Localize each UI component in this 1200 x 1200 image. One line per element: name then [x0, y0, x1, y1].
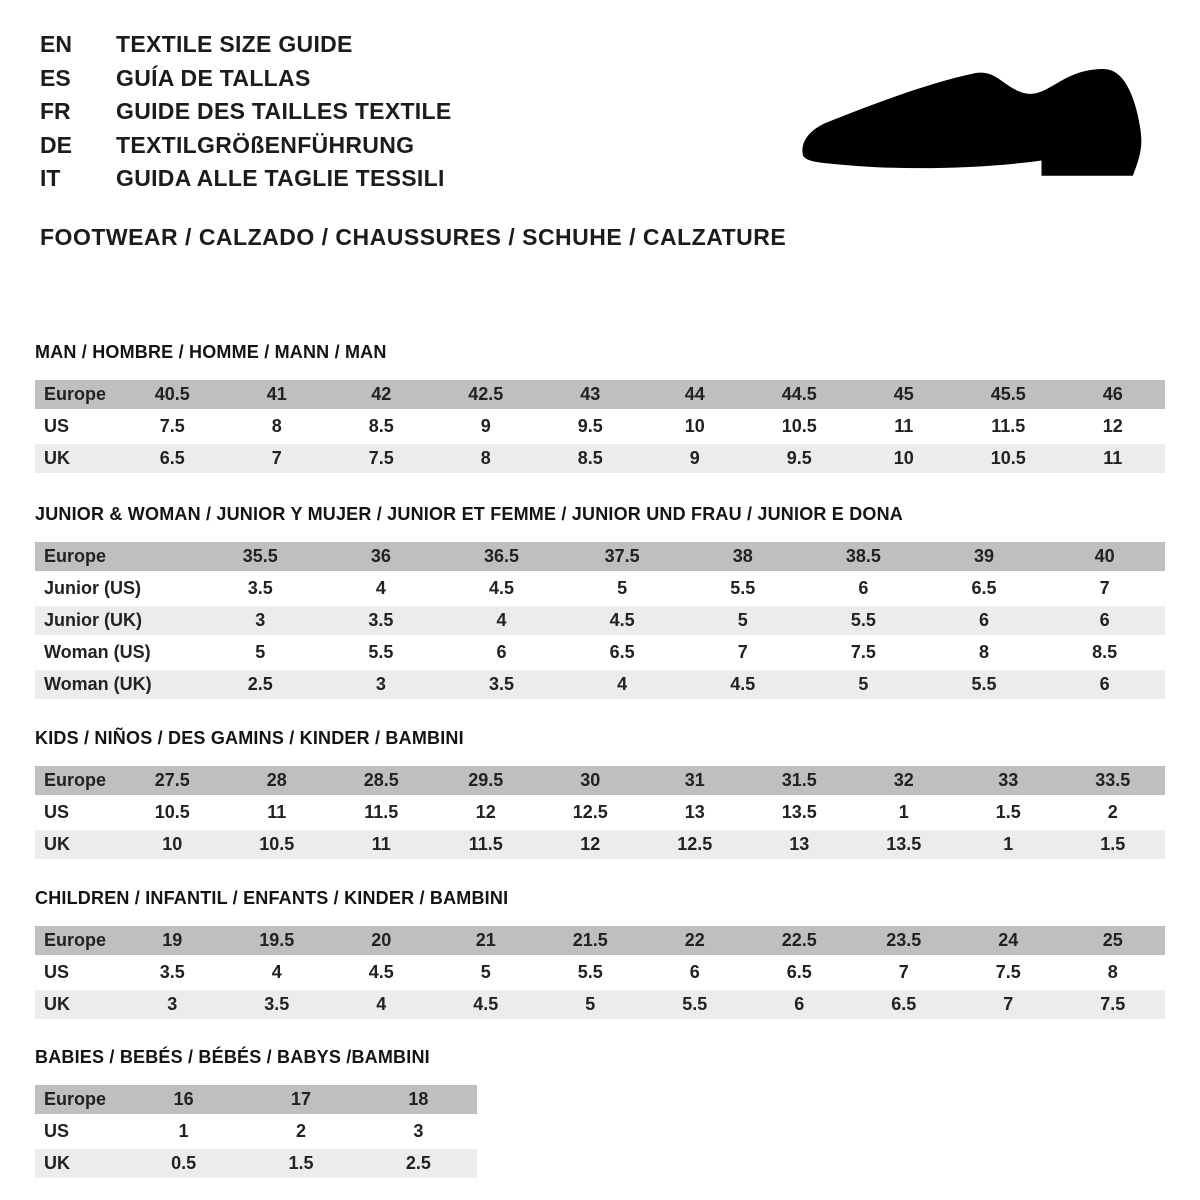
size-value: 6.5 [747, 958, 852, 987]
size-value: 18 [360, 1085, 477, 1114]
size-value: 7.5 [329, 444, 434, 473]
size-value: 3.5 [120, 958, 225, 987]
section-title-junior-woman: JUNIOR & WOMAN / JUNIOR Y MUJER / JUNIOR ET FEMME / JUNIOR UND FRAU / JUNIOR E DONA [35, 504, 904, 524]
size-value: 4 [329, 990, 434, 1019]
size-value: 37.5 [562, 542, 683, 571]
size-value: 13.5 [852, 830, 957, 859]
row-label: UK [35, 1149, 125, 1178]
size-value: 10.5 [225, 830, 330, 859]
size-value: 11 [1061, 444, 1166, 473]
size-value: 9 [434, 412, 539, 441]
size-value: 3 [321, 670, 442, 699]
size-value: 6 [924, 606, 1045, 635]
size-value: 29.5 [434, 766, 539, 795]
size-value: 1.5 [242, 1149, 359, 1178]
size-value: 6 [803, 574, 924, 603]
size-value: 22 [643, 926, 748, 955]
section-children [35, 887, 1165, 1022]
size-value: 4 [225, 958, 330, 987]
size-value: 1.5 [1061, 830, 1166, 859]
size-value: 7 [225, 444, 330, 473]
size-table-junior-woman [35, 539, 1165, 702]
size-value: 7 [852, 958, 957, 987]
size-value: 5 [683, 606, 804, 635]
size-value: 7.5 [956, 958, 1061, 987]
size-row-us [35, 1117, 477, 1146]
row-label: UK [35, 830, 120, 859]
size-value: 20 [329, 926, 434, 955]
language-code: IT [40, 165, 61, 192]
size-row-europe [35, 766, 1165, 795]
size-value: 6 [1044, 606, 1165, 635]
row-label: Junior (US) [35, 574, 200, 603]
size-value: 12 [538, 830, 643, 859]
size-value: 5 [200, 638, 321, 667]
size-value: 7 [956, 990, 1061, 1019]
size-value: 6.5 [562, 638, 683, 667]
language-title-block [40, 28, 452, 196]
size-value: 11.5 [956, 412, 1061, 441]
size-value: 5 [538, 990, 643, 1019]
row-label: Europe [35, 380, 120, 409]
language-row-it [40, 162, 452, 196]
size-value: 5 [803, 670, 924, 699]
size-value: 4.5 [329, 958, 434, 987]
size-value: 4.5 [562, 606, 683, 635]
row-label: Junior (UK) [35, 606, 200, 635]
section-title-babies: BABIES / BEBÉS / BÉBÉS / BABYS /BAMBINI [35, 1047, 430, 1067]
size-value: 19.5 [225, 926, 330, 955]
size-value: 5 [562, 574, 683, 603]
size-value: 36.5 [441, 542, 562, 571]
size-value: 1.5 [956, 798, 1061, 827]
size-row-uk [35, 830, 1165, 859]
section-kids [35, 727, 1165, 862]
size-value: 28.5 [329, 766, 434, 795]
size-value: 44.5 [747, 380, 852, 409]
size-value: 8 [434, 444, 539, 473]
row-label: Woman (US) [35, 638, 200, 667]
language-row-en [40, 28, 452, 62]
size-value: 6.5 [852, 990, 957, 1019]
size-value: 4.5 [441, 574, 562, 603]
size-value: 38.5 [803, 542, 924, 571]
size-value: 28 [225, 766, 330, 795]
size-value: 3.5 [225, 990, 330, 1019]
language-code: FR [40, 98, 71, 125]
size-value: 13 [747, 830, 852, 859]
size-value: 1 [125, 1117, 242, 1146]
size-value: 6.5 [120, 444, 225, 473]
language-title: TEXTILGRÖßENFÜHRUNG [116, 131, 415, 158]
size-value: 40 [1044, 542, 1165, 571]
section-junior-woman [35, 503, 1165, 702]
size-value: 6 [643, 958, 748, 987]
language-title: GUIDA ALLE TAGLIE TESSILI [116, 165, 445, 192]
row-label: UK [35, 990, 120, 1019]
size-row-woman-us [35, 638, 1165, 667]
section-title-kids: KIDS / NIÑOS / DES GAMINS / KINDER / BAMBINI [35, 728, 464, 748]
size-value: 2 [242, 1117, 359, 1146]
size-value: 7 [1044, 574, 1165, 603]
size-value: 1 [852, 798, 957, 827]
size-value: 11 [852, 412, 957, 441]
size-value: 4.5 [434, 990, 539, 1019]
size-value: 12.5 [643, 830, 748, 859]
size-value: 13.5 [747, 798, 852, 827]
size-value: 25 [1061, 926, 1166, 955]
language-row-es [40, 62, 452, 96]
size-value: 21.5 [538, 926, 643, 955]
size-value: 12 [434, 798, 539, 827]
size-value: 45.5 [956, 380, 1061, 409]
size-value: 9.5 [747, 444, 852, 473]
size-value: 23.5 [852, 926, 957, 955]
size-value: 32 [852, 766, 957, 795]
size-value: 12.5 [538, 798, 643, 827]
size-value: 3 [360, 1117, 477, 1146]
language-title: TEXTILE SIZE GUIDE [116, 31, 353, 58]
size-value: 6 [1044, 670, 1165, 699]
size-value: 10 [120, 830, 225, 859]
row-label: Europe [35, 766, 120, 795]
size-value: 10.5 [120, 798, 225, 827]
size-row-europe [35, 380, 1165, 409]
size-value: 3 [200, 606, 321, 635]
size-value: 11 [329, 830, 434, 859]
size-value: 8 [1061, 958, 1166, 987]
size-value: 8.5 [538, 444, 643, 473]
language-code: ES [40, 64, 71, 91]
size-row-europe [35, 926, 1165, 955]
row-label: UK [35, 444, 120, 473]
size-value: 46 [1061, 380, 1166, 409]
size-value: 31 [643, 766, 748, 795]
size-value: 42 [329, 380, 434, 409]
language-title: GUÍA DE TALLAS [116, 64, 311, 91]
size-table-babies [35, 1082, 477, 1181]
size-value: 45 [852, 380, 957, 409]
size-value: 19 [120, 926, 225, 955]
dress-shoe-icon [800, 62, 1145, 184]
section-man [35, 341, 1165, 476]
size-value: 6 [747, 990, 852, 1019]
category-line: FOOTWEAR / CALZADO / CHAUSSURES / SCHUHE / CALZATURE [40, 224, 787, 250]
size-value: 22.5 [747, 926, 852, 955]
section-babies [35, 1046, 1165, 1181]
size-value: 36 [321, 542, 442, 571]
size-value: 0.5 [125, 1149, 242, 1178]
size-value: 10 [643, 412, 748, 441]
size-row-woman-uk [35, 670, 1165, 699]
size-value: 7.5 [803, 638, 924, 667]
size-value: 4.5 [683, 670, 804, 699]
size-value: 16 [125, 1085, 242, 1114]
size-value: 5.5 [803, 606, 924, 635]
size-value: 3.5 [200, 574, 321, 603]
row-label: US [35, 958, 120, 987]
size-value: 43 [538, 380, 643, 409]
size-value: 8.5 [329, 412, 434, 441]
size-value: 11.5 [434, 830, 539, 859]
size-value: 44 [643, 380, 748, 409]
size-value: 5.5 [538, 958, 643, 987]
size-value: 4 [562, 670, 683, 699]
section-title-man: MAN / HOMBRE / HOMME / MANN / MAN [35, 342, 387, 362]
size-table-children [35, 923, 1165, 1022]
size-value: 39 [924, 542, 1045, 571]
row-label: US [35, 1117, 125, 1146]
size-value: 35.5 [200, 542, 321, 571]
size-value: 2.5 [200, 670, 321, 699]
size-value: 5 [434, 958, 539, 987]
row-label: Woman (UK) [35, 670, 200, 699]
row-label: Europe [35, 542, 200, 571]
size-value: 41 [225, 380, 330, 409]
size-value: 13 [643, 798, 748, 827]
section-title-children: CHILDREN / INFANTIL / ENFANTS / KINDER / BAMBINI [35, 888, 509, 908]
size-value: 3.5 [321, 606, 442, 635]
size-value: 6.5 [924, 574, 1045, 603]
size-value: 6 [441, 638, 562, 667]
language-title: GUIDE DES TAILLES TEXTILE [116, 98, 452, 125]
size-value: 12 [1061, 412, 1166, 441]
size-row-uk [35, 444, 1165, 473]
size-value: 31.5 [747, 766, 852, 795]
row-label: Europe [35, 926, 120, 955]
size-value: 7.5 [120, 412, 225, 441]
size-value: 8.5 [1044, 638, 1165, 667]
size-value: 11 [225, 798, 330, 827]
size-row-us [35, 958, 1165, 987]
size-value: 40.5 [120, 380, 225, 409]
size-value: 30 [538, 766, 643, 795]
size-value: 2.5 [360, 1149, 477, 1178]
size-value: 8 [225, 412, 330, 441]
language-row-fr [40, 95, 452, 129]
size-value: 33 [956, 766, 1061, 795]
size-value: 21 [434, 926, 539, 955]
size-row-europe [35, 1085, 477, 1114]
size-row-us [35, 412, 1165, 441]
size-value: 10 [852, 444, 957, 473]
language-code: DE [40, 131, 72, 158]
size-value: 10.5 [956, 444, 1061, 473]
size-value: 33.5 [1061, 766, 1166, 795]
row-label: Europe [35, 1085, 125, 1114]
row-label: US [35, 798, 120, 827]
size-value: 5.5 [924, 670, 1045, 699]
size-value: 9 [643, 444, 748, 473]
size-row-uk [35, 990, 1165, 1019]
size-value: 8 [924, 638, 1045, 667]
size-row-europe [35, 542, 1165, 571]
size-row-junior-uk [35, 606, 1165, 635]
size-value: 3.5 [441, 670, 562, 699]
size-value: 5.5 [321, 638, 442, 667]
size-value: 1 [956, 830, 1061, 859]
language-code: EN [40, 31, 72, 58]
size-row-uk [35, 1149, 477, 1178]
size-value: 17 [242, 1085, 359, 1114]
size-value: 4 [321, 574, 442, 603]
size-value: 2 [1061, 798, 1166, 827]
size-value: 38 [683, 542, 804, 571]
size-value: 27.5 [120, 766, 225, 795]
size-table-man [35, 377, 1165, 476]
size-row-junior-us [35, 574, 1165, 603]
size-value: 3 [120, 990, 225, 1019]
size-value: 24 [956, 926, 1061, 955]
size-value: 42.5 [434, 380, 539, 409]
row-label: US [35, 412, 120, 441]
size-value: 9.5 [538, 412, 643, 441]
size-value: 4 [441, 606, 562, 635]
size-table-kids [35, 763, 1165, 862]
size-value: 10.5 [747, 412, 852, 441]
size-row-us [35, 798, 1165, 827]
size-value: 7.5 [1061, 990, 1166, 1019]
language-row-de [40, 129, 452, 163]
size-value: 7 [683, 638, 804, 667]
size-value: 5.5 [643, 990, 748, 1019]
size-value: 11.5 [329, 798, 434, 827]
size-value: 5.5 [683, 574, 804, 603]
